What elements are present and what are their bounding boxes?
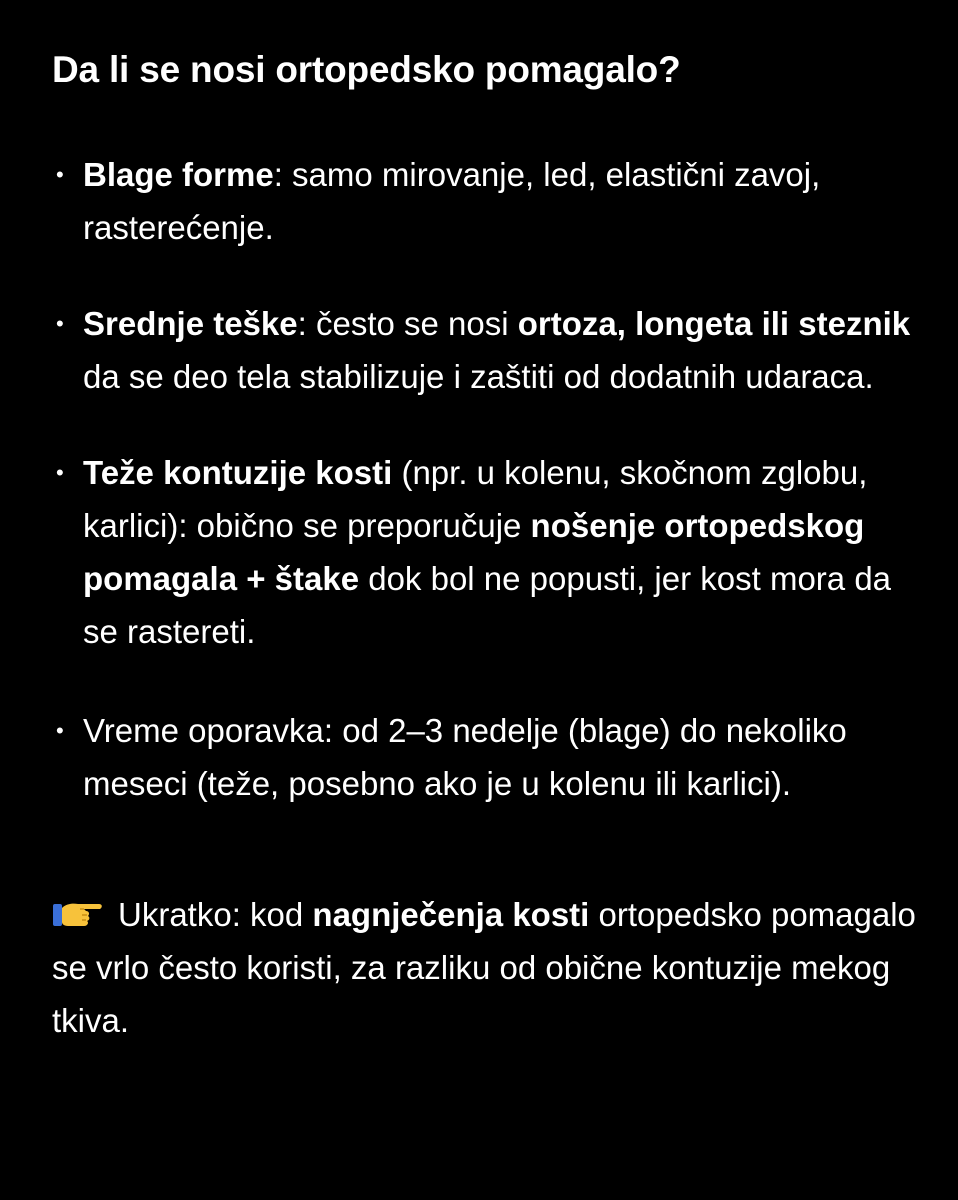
list-item [52, 704, 918, 810]
bold-text: Teže kontuzije kosti [83, 454, 393, 491]
body-text: ortopedsko pomagalo se vrlo često koristi, za razliku od obične kontuzije mekog tkiva. [52, 896, 916, 1039]
bullet-dot: • [56, 311, 64, 336]
bold-text: Srednje teške [83, 305, 298, 342]
page-title: Da li se nosi ortopedsko pomagalo? [52, 49, 681, 90]
bullet-dot: • [56, 718, 64, 743]
body-text: (npr. u kolenu, skočnom zglobu, karlici): obično se preporučuje [83, 454, 868, 544]
body-text: dok bol ne popusti, jer kost mora da se rastereti. [83, 560, 892, 650]
pointing-hand-icon [52, 890, 104, 920]
body-text: Ukratko: kod [118, 896, 313, 933]
bold-text: nagnječenja kosti [312, 896, 590, 933]
bullet-dot: • [56, 460, 64, 485]
bullet-list [52, 148, 918, 810]
body-text: : samo mirovanje, led, elastični zavoj, rasterećenje. [83, 156, 821, 246]
summary-paragraph [52, 888, 918, 1047]
list-item [52, 297, 918, 403]
list-item [52, 148, 918, 254]
body-text: da se deo tela stabilizuje i zaštiti od dodatnih udaraca. [83, 358, 874, 395]
bold-text: Blage forme [83, 156, 274, 193]
body-text: : često se nosi [297, 305, 518, 342]
body-text: Vreme oporavka: od 2–3 nedelje (blage) do nekoliko meseci (teže, posebno ako je u kolenu ili karlici). [83, 712, 847, 802]
list-item [52, 446, 918, 658]
bullet-dot: • [56, 162, 64, 187]
bold-text: nošenje ortopedskog pomagala + štake [83, 507, 865, 597]
bold-text: ortoza, longeta ili steznik [517, 305, 911, 342]
